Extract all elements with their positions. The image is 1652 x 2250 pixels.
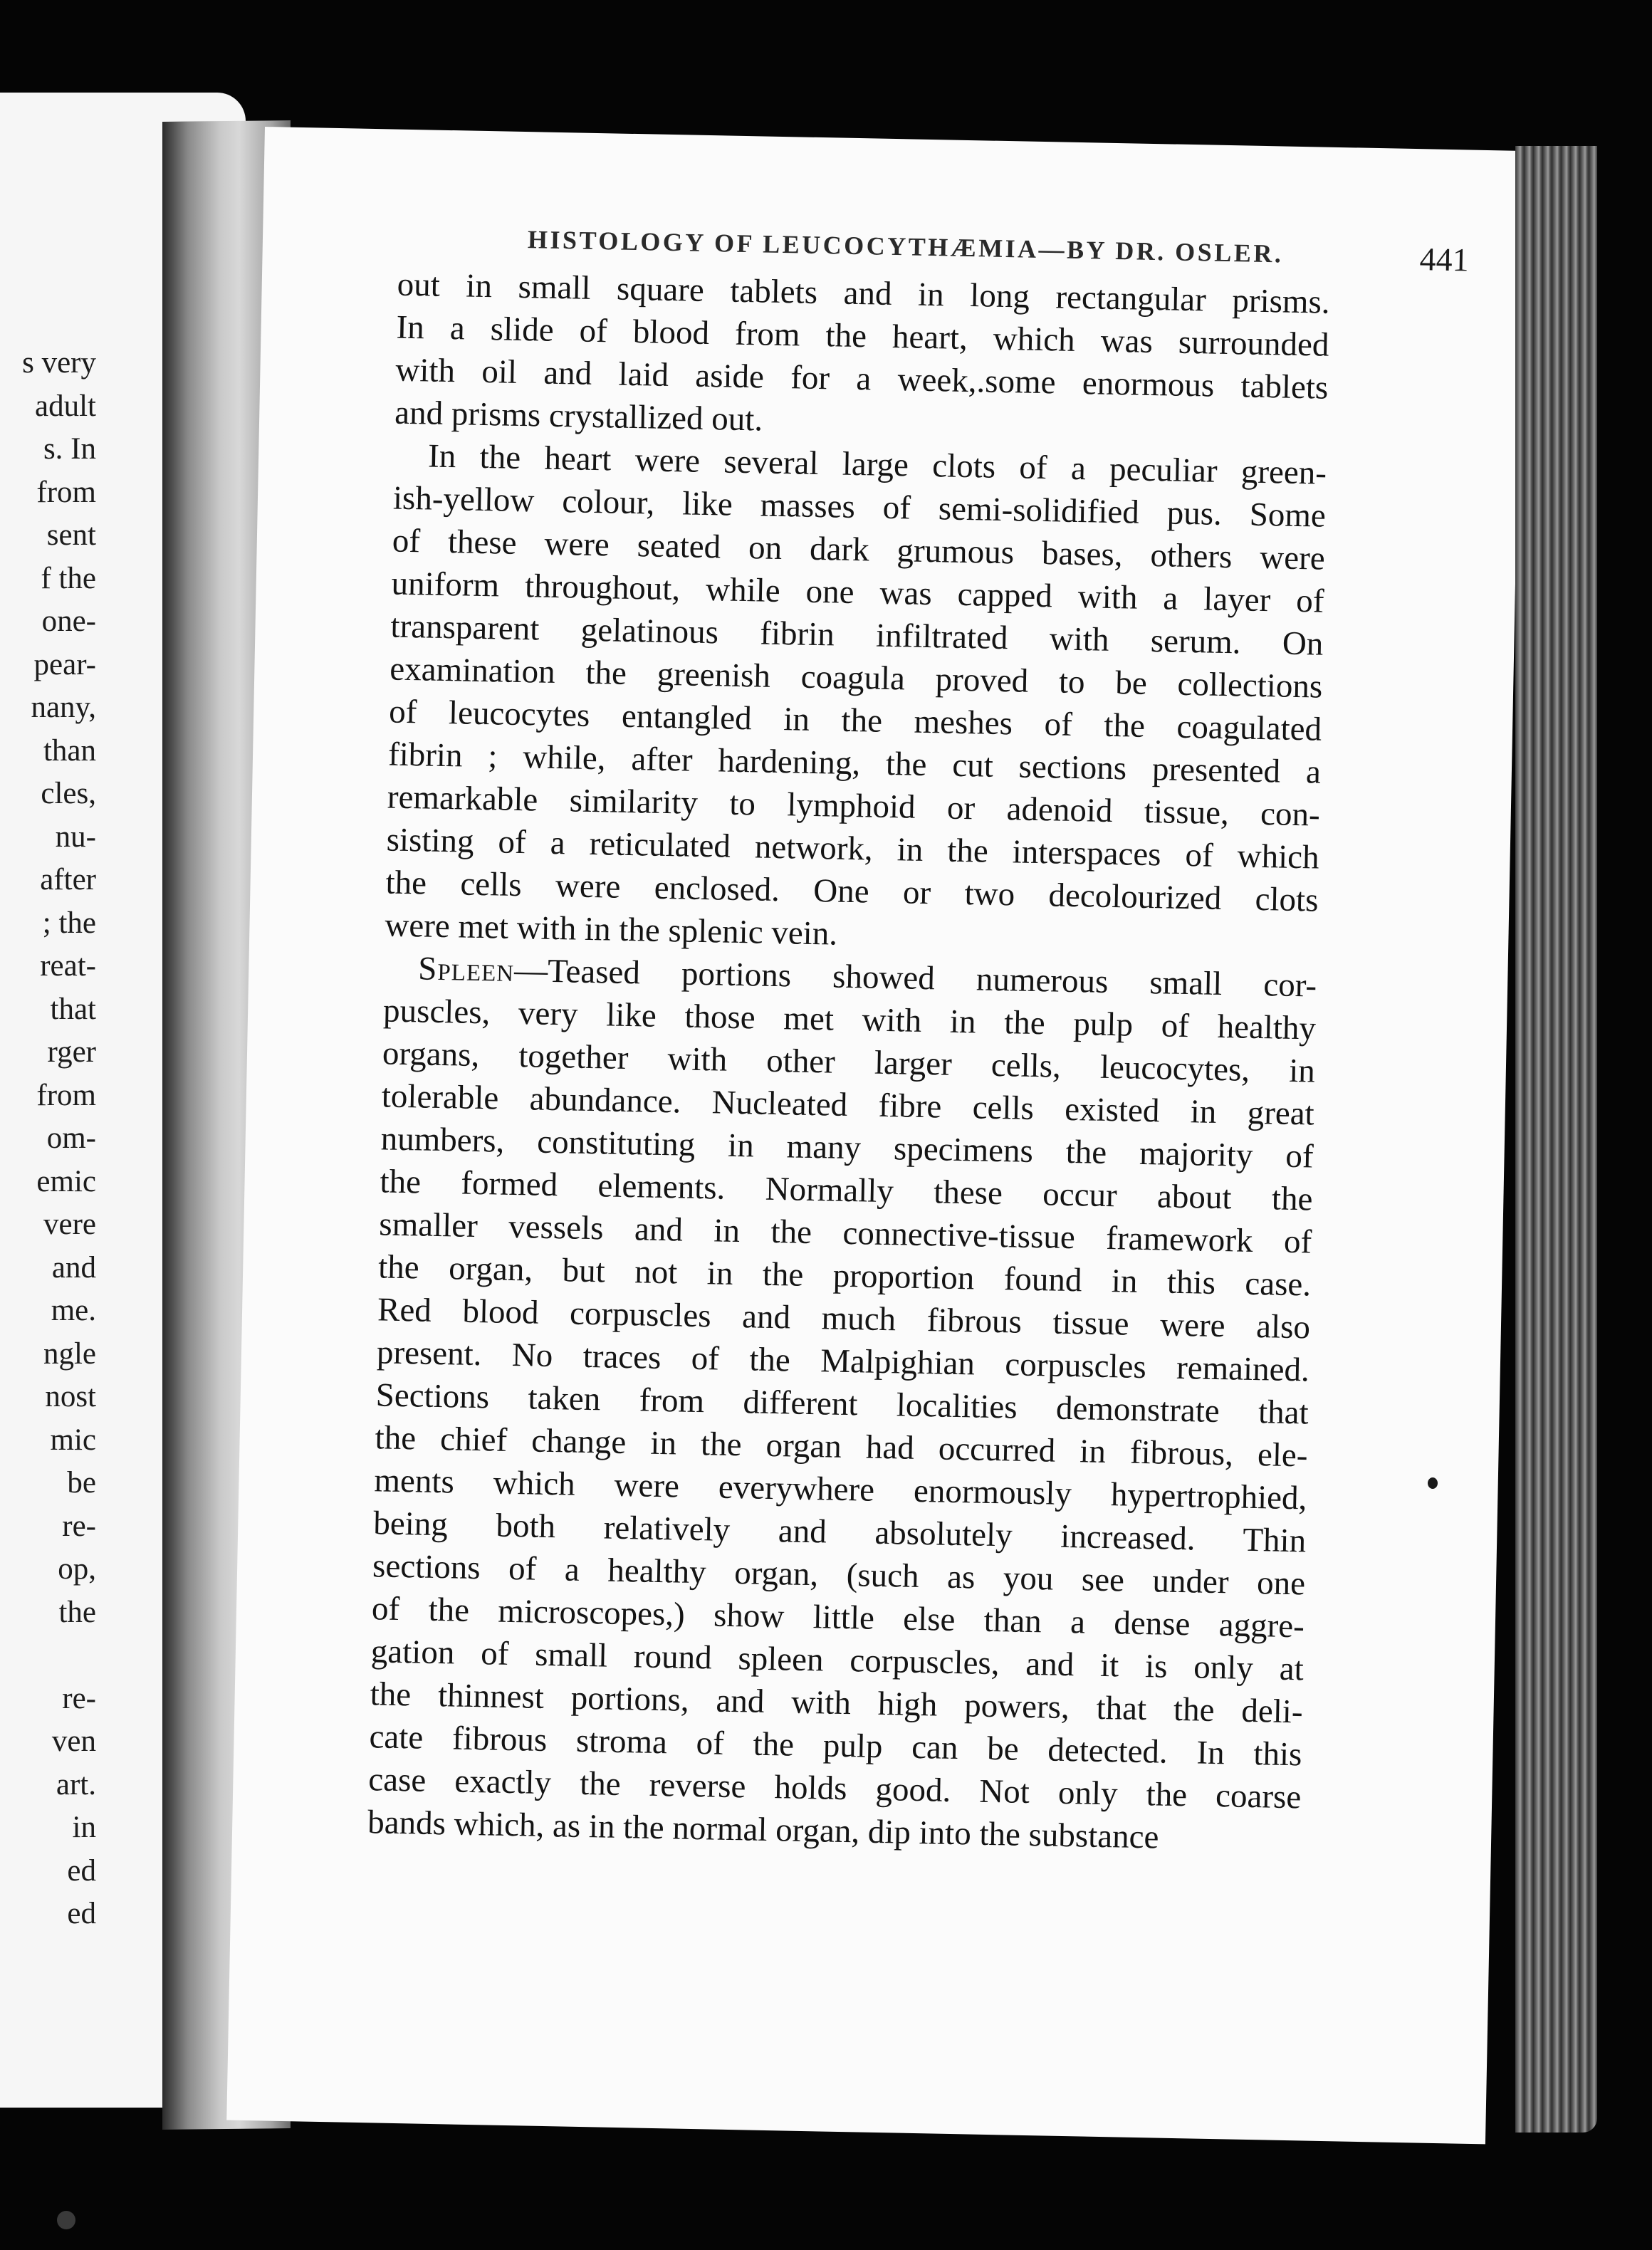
text-line: the thinnest portions, and with high powers, that the deli-: [370, 1675, 1304, 1731]
text-line: smaller vessels and in the connective-tissue framework of: [378, 1205, 1312, 1261]
section-heading: Spleen: [417, 950, 515, 989]
text-line: ish-yellow colour, like masses of semi-solidified pus. Some: [392, 479, 1327, 535]
text-line: the formed elements. Normally these occur about the: [380, 1163, 1313, 1218]
text-line: the chief change in the organ had occurred in fibrous, ele-: [375, 1419, 1308, 1475]
left-line-fragment: ; the: [42, 906, 96, 940]
text-line: cate fibrous stroma of the pulp can be detected. In this: [369, 1718, 1302, 1774]
left-line-fragment: that: [50, 992, 96, 1026]
text-line: In the heart were several large clots of a peculiar green-: [427, 437, 1327, 492]
left-line-fragment: nu-: [55, 820, 96, 854]
left-line-fragment: re-: [62, 1509, 96, 1543]
text-line: fibrin ; while, after hardening, the cut sections presented a: [387, 736, 1322, 791]
text-line: ments which were everywhere enormously hypertrophied,: [374, 1462, 1307, 1517]
right-page: [226, 127, 1523, 2144]
left-line-fragment: ngle: [43, 1336, 96, 1371]
left-line-fragment: nost: [45, 1380, 96, 1413]
left-line-fragment: me.: [51, 1294, 96, 1327]
text-line: uniform throughout, while one was capped with a layer of: [391, 565, 1324, 620]
left-line-fragment: nany,: [31, 691, 96, 724]
left-line-fragment: from: [36, 475, 96, 509]
left-line-fragment: mic: [50, 1423, 96, 1457]
text-line: the organ, but not in the proportion found in this case.: [377, 1248, 1312, 1304]
text-line: bands which, as in the normal organ, dip into the substance: [367, 1804, 1159, 1856]
text-line: gation of small round spleen corpuscles, and it is only at: [370, 1633, 1305, 1688]
text-line: and prisms crystallized out.: [394, 394, 763, 439]
left-line-fragment: ven: [51, 1725, 96, 1758]
left-line-fragment: from: [36, 1078, 96, 1112]
left-line-fragment: art.: [56, 1767, 96, 1801]
text-line: with oil and laid aside for a week,.some enormous tablets: [394, 351, 1329, 407]
text-line: remarkable similarity to lymphoid or adenoid tissue, con-: [387, 778, 1321, 834]
left-line-fragment: sent: [46, 518, 96, 552]
left-line-fragment: the: [58, 1595, 96, 1629]
running-header: HISTOLOGY OF LEUCOCYTHÆMIA—BY DR. OSLER.: [527, 225, 1284, 268]
text-line: numbers, constituting in many specimens the majority of: [380, 1120, 1314, 1176]
text-line: In a slide of blood from the heart, which was surrounded: [396, 308, 1329, 364]
left-line-fragment: ed: [67, 1853, 96, 1888]
dust-speck: [1428, 1477, 1438, 1489]
page-number: 441: [1419, 241, 1470, 278]
left-line-fragment: cles,: [41, 777, 96, 810]
text-line: were met with in the splenic vein.: [385, 906, 838, 953]
left-line-fragment: op,: [58, 1552, 96, 1586]
text-line: Red blood corpuscles and much fibrous tissue were also: [377, 1291, 1311, 1346]
left-line-fragment: s very: [22, 346, 96, 380]
text-line: Sections taken from different localities demonstrate that: [375, 1376, 1309, 1432]
text-line: of leucocytes entangled in the meshes of the coagulated: [388, 693, 1322, 748]
left-line-fragment: re-: [62, 1681, 96, 1715]
left-line-fragment: than: [43, 733, 96, 768]
text-line: organs, together with other larger cells, leucocytes, in: [382, 1035, 1316, 1090]
left-line-fragment: ed: [67, 1897, 96, 1930]
text-line: the cells were enclosed. One or two decolourized clots: [385, 864, 1319, 919]
left-page-text: [22, 342, 96, 1936]
page-edges: [1515, 146, 1597, 2133]
left-line-fragment: after: [40, 863, 96, 896]
body-text: [367, 263, 1330, 1862]
text-line: examination the greenish coagula proved to be collections: [389, 650, 1323, 706]
left-line-fragment: [22, 1634, 96, 1678]
text-line: puscles, very like those met with in the pulp of healthy: [382, 992, 1317, 1047]
text-line: of these were seated on dark grumous bases, others were: [392, 522, 1326, 577]
left-line-fragment: f the: [41, 561, 96, 595]
text-line: sections of a healthy organ, (such as you see under one: [372, 1547, 1306, 1603]
left-line-fragment: be: [67, 1466, 96, 1500]
text-line: present. No traces of the Malpighian corpuscles remained.: [376, 1334, 1310, 1389]
left-line-fragment: pear-: [33, 647, 96, 681]
text-line: being both relatively and absolutely increased. Thin: [372, 1505, 1307, 1560]
left-line-fragment: vere: [43, 1208, 96, 1241]
text-line: of the microscopes,) show little else than a dense aggre-: [371, 1590, 1305, 1645]
text-line: case exactly the reverse holds good. Not only the coarse: [367, 1761, 1302, 1816]
left-line-fragment: one-: [41, 605, 96, 638]
left-line-fragment: s. In: [43, 432, 96, 466]
left-line-fragment: and: [51, 1250, 96, 1284]
text-line: tolerable abundance. Nucleated fibre cells existed in great: [381, 1077, 1315, 1133]
text-line: transparent gelatinous fibrin infiltrated with serum. On: [390, 607, 1324, 663]
text-line: out in small square tablets and in long rectangular prisms.: [397, 266, 1331, 321]
left-line-fragment: om-: [46, 1121, 96, 1155]
dust-speck: [57, 2211, 75, 2229]
text-line: sisting of a reticulated network, in the interspaces of which: [386, 821, 1320, 877]
left-line-fragment: adult: [35, 389, 96, 423]
left-line-fragment: in: [72, 1811, 96, 1844]
text-line-content: —Teased portions showed numerous small cor-: [513, 951, 1317, 1005]
left-line-fragment: reat-: [40, 949, 96, 983]
left-line-fragment: emic: [36, 1164, 96, 1198]
left-line-fragment: rger: [47, 1035, 96, 1069]
